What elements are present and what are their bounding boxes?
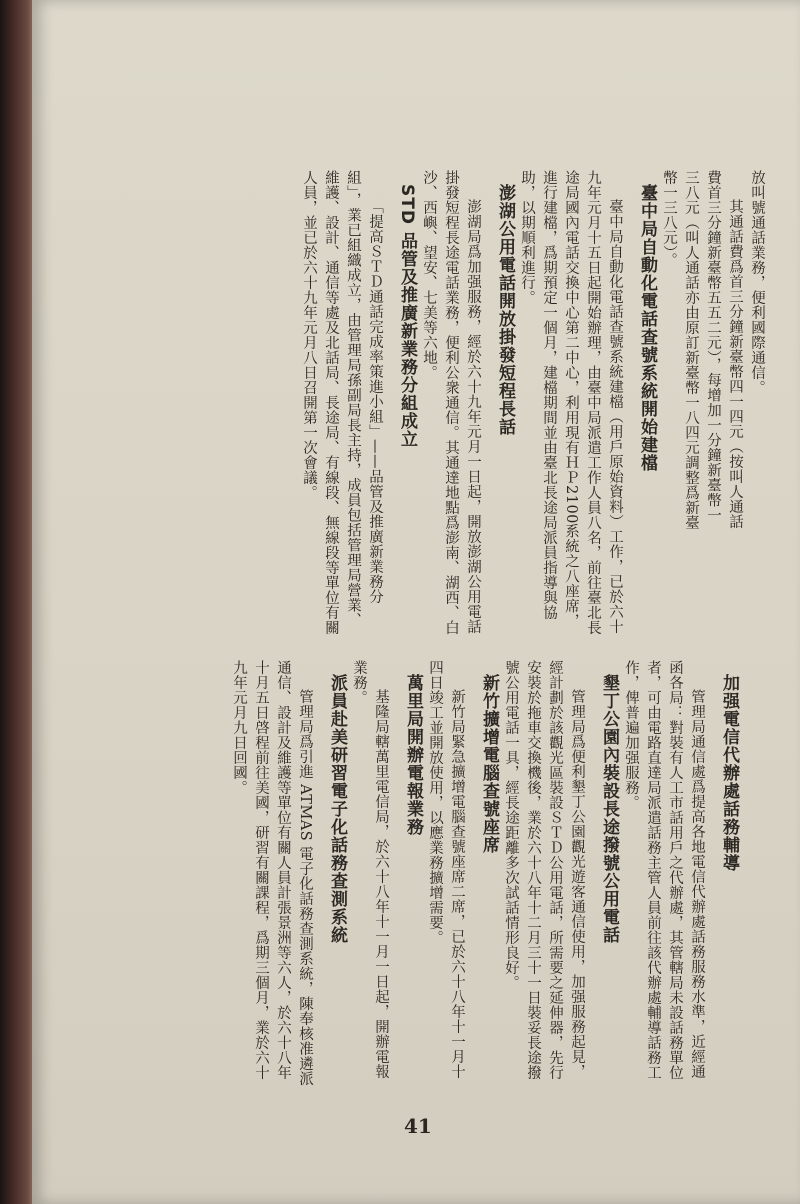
paragraph: 臺中局自動化電話查號系統建檔（用戶原始資料）工作，已於六十九年元月十五日起開始辦理，由臺中局派遣工作人員八名，前往臺北長途局國內電話交換中心第二中心，利用現有ＨＰ2100系統之八座席，進行建檔，爲期預定一個月，建檔期間並由臺北長途局派員指導與協助，以期順利進行。 xyxy=(519,170,623,635)
paragraph: 基隆局轄萬里電信局，於六十八年十一月一日起，開辦電報業務。 xyxy=(351,660,389,1079)
section-heading: 萬里局開辦電報業務 xyxy=(403,674,423,836)
section-heading: 派員赴美研習電子化話務查測系統 xyxy=(327,674,347,944)
intro-line: 三八元（叫人通話亦由原訂新臺幣一八四元調整爲新臺 xyxy=(683,170,699,530)
intro-line: 費首三分鐘新臺幣五五二元），每增加一分鐘新臺幣一 xyxy=(705,170,721,523)
page-number: 41 xyxy=(404,1114,432,1138)
section-heading: 澎湖公用電話開放掛發短程長話 xyxy=(495,184,515,436)
intro-line: 放叫號通話業務，便利國際通信。 xyxy=(749,170,765,395)
section-heading: 新竹擴增電腦查號座席 xyxy=(479,674,499,854)
book-binding xyxy=(0,0,34,1204)
intro-line: 幣一三八元）。 xyxy=(661,170,677,268)
paragraph: 管理局爲便利墾丁公園觀光遊客通信使用，加强服務起見，經計劃於該觀光區裝設ＳＴＤ公用電話，所需要之延伸器，先行安裝於拖車交換機後，業於六十八年十二月三十一日裝妥長途撥號公用電話一具，經長途距離多次試話情形良好。 xyxy=(503,660,585,1080)
intro-line: 其通話費爲首三分鐘新臺幣四一四元（按叫人通話 xyxy=(727,199,743,529)
upper-text-block xyxy=(48,170,768,640)
paragraph: 新竹局緊急擴增電腦查號座席二席，已於六十八年十一月十四日竣工並開放使用，以應業務擴增需要。 xyxy=(427,660,465,1079)
section-heading: 墾丁公園內裝設長途撥號公用電話 xyxy=(599,674,619,944)
lower-text-block xyxy=(90,660,740,1090)
paragraph: 管理局爲引進 ATMAS 電子化話務查測系統，陳奉核准遴派通信、設計及維護等單位有關人員計張景洲等六人，於六十八年十月五日啓程前往美國，研習有關課程，爲期三個月，業於六十九年元月九日回國。 xyxy=(231,660,313,1087)
section-heading: 加强電信代辦處話務輔導 xyxy=(719,674,739,872)
paragraph: 「提高ＳＴＤ通話完成率策進小組」——品管及推廣新業務分組」，業已組織成立，由管理局孫副局長主持，成員包括管理局營業、維護、設計、通信等處及北話局、長途局、有線段、無線段等單位有關人員，並已於六十九年元月八日召開第一次會議。 xyxy=(301,170,383,635)
section-heading: STD 品管及推廣新業務分組成立 xyxy=(397,184,417,448)
paragraph: 澎湖局爲加强服務，經於六十九年元月一日起，開放澎湖公用電話掛發短程長途電話業務，便利公衆通信。其通達地點爲澎南、湖西、白沙、西嶼、望安、七美等六地。 xyxy=(421,170,481,635)
section-heading: 臺中局自動化電話查號系統開始建檔 xyxy=(637,184,657,472)
paragraph: 管理局通信處爲提高各地電信代辦處話務服務水準，近經通函各局：對裝有人工市話用戶之代辦處，其管轄局未設話務單位者，可由電路直達局派遣話務主管人員前往該代辦處輔導話務工作，俾普遍加强服務。 xyxy=(623,660,705,1080)
document-page xyxy=(32,0,800,1204)
